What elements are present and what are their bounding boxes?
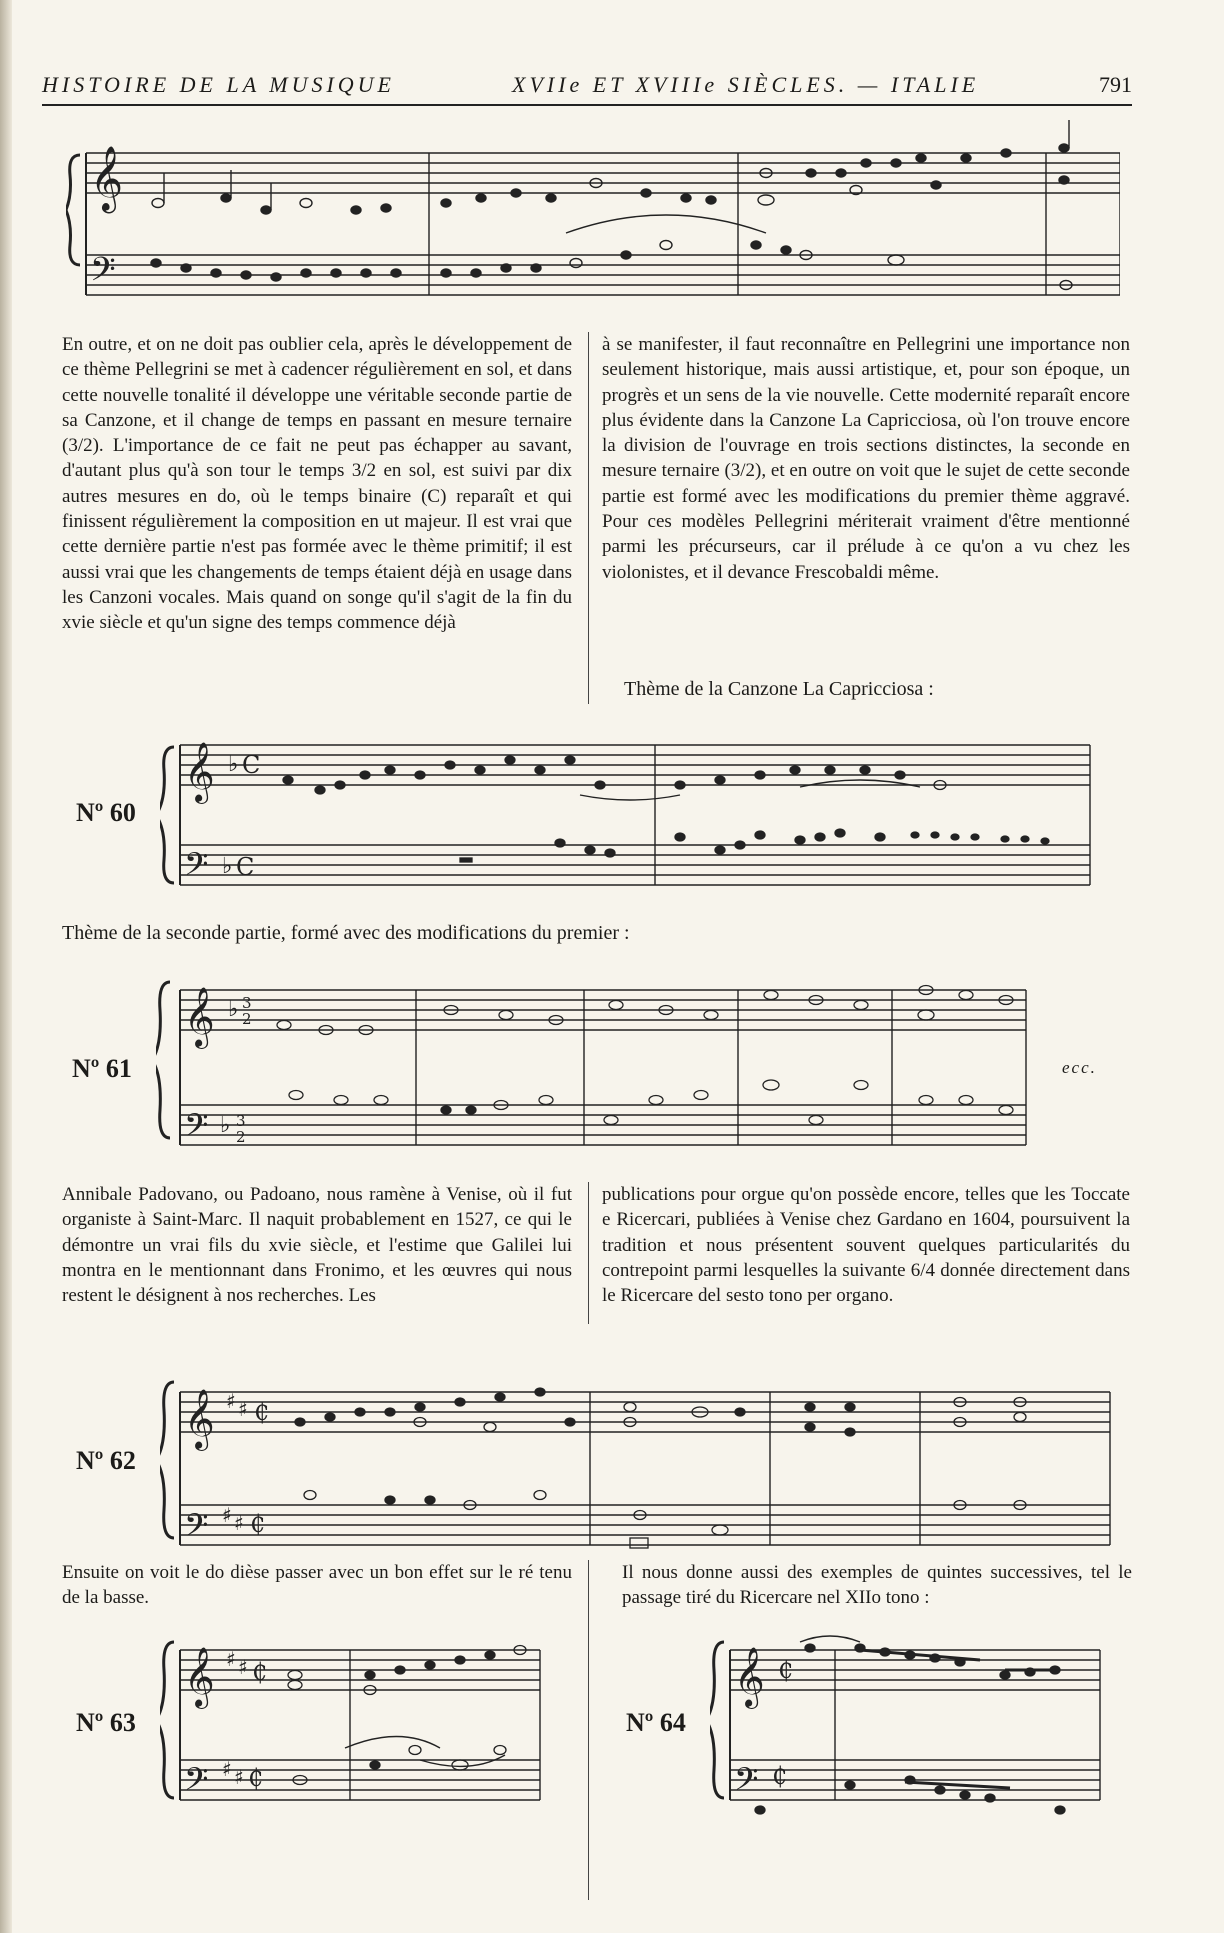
- svg-text:𝄢: 𝄢: [184, 1107, 209, 1151]
- svg-text:₵: ₵: [252, 1658, 268, 1686]
- svg-text:𝄢: 𝄢: [184, 1507, 209, 1551]
- label-ex60: Nº 60: [76, 798, 136, 827]
- paragraph: à se manifester, il faut reconnaître en Pellegrini une importance non seulement historique, mais aussi artistique, et, pour son époque, un progrès et un sens de la vie nouvelle. Cette modernité reparaît encore plus évidente dans la Canzone La Capricciosa, où l'on trouve encore la division de l'ouvrage en trois sections distinctes, la seconde en mesure ternaire (3/2), et en outre on voit que le sujet de cette seconde partie est formé avec les modifications du premier thème aggravé. Pour ces modèles Pellegrini mériterait vraiment d'être mentionné parmi les précurseurs, car il prélude à ce qu'on a vu chez les violonistes, et il devance Frescobaldi même.: [602, 334, 1130, 583]
- label-ex64: Nº 64: [626, 1708, 686, 1737]
- svg-text:3: 3: [236, 1112, 246, 1130]
- text-column-left-1: [62, 332, 572, 636]
- svg-text:𝄢: 𝄢: [90, 251, 116, 297]
- text-column-right-1: [602, 332, 1130, 585]
- paragraph: Ensuite on voit le do dièse passer avec un bon effet sur le ré tenu de la basse.: [62, 1562, 572, 1609]
- text-column-left-3: [62, 1560, 572, 1611]
- svg-text:3: 3: [242, 994, 252, 1012]
- label-ex61: Nº 61: [72, 1054, 132, 1083]
- svg-text:𝄢: 𝄢: [184, 846, 209, 890]
- page-number: 791: [1099, 72, 1132, 97]
- paragraph: Il nous donne aussi des exemples de quintes successives, tel le passage tiré du Ricercare nel XIIo tono :: [622, 1562, 1132, 1609]
- svg-text:C: C: [236, 853, 255, 881]
- score-top: [66, 115, 1120, 305]
- score-ex60: [160, 725, 1120, 905]
- paragraph: En outre, et on ne doit pas oublier cela, après le développement de ce thème Pellegrini se met à cadencer régulièrement en sol, et dans cette nouvelle tonalité il développe une véritable seconde partie de sa Canzone, et il change de temps en passant en mesure ternaire (3/2). L'importance de ce fait ne peut pas échapper au savant, d'autant plus qu'à son tour le temps 3/2 en sol, est suivi par dix autres mesures en do, où le temps binaire (C) reparaît et qui finissent régulièrement la composition en ut majeur. Il est vrai que cette dernière partie n'est pas formée avec le thème primitif; il est aussi vrai que les changements de temps étaient déjà en usage dans les Canzoni vocales. Mais quand on songe qu'il s'agit de la fin du xvie siècle et qu'un signe des temps commence déjà: [62, 334, 572, 634]
- score-ex63: [160, 1620, 560, 1820]
- svg-text:C: C: [242, 751, 261, 779]
- text-column-right-2: [602, 1182, 1130, 1308]
- column-divider-2: [588, 1182, 589, 1324]
- running-header: [42, 70, 1132, 106]
- caption-ex61: Thème de la seconde partie, formé avec des modifications du premier :: [62, 922, 630, 944]
- header-left: HISTOIRE DE LA MUSIQUE: [42, 72, 395, 97]
- column-divider: [588, 332, 589, 704]
- svg-text:♯: ♯: [238, 1397, 248, 1421]
- text-column-right-3: [622, 1560, 1132, 1611]
- score-ex61: [156, 960, 1036, 1160]
- page-edge: [0, 0, 12, 1933]
- svg-text:♯: ♯: [226, 1647, 236, 1671]
- svg-text:𝄞: 𝄞: [184, 1389, 215, 1449]
- svg-text:₵: ₵: [248, 1764, 264, 1792]
- svg-text:♯: ♯: [234, 1511, 244, 1535]
- svg-text:♯: ♯: [222, 1757, 232, 1781]
- svg-text:𝄞: 𝄞: [184, 987, 215, 1047]
- paragraph: publications pour orgue qu'on possède encore, telles que les Toccate e Ricercari, publiées à Venise chez Gardano en 1604, poursuivent la tradition et nous présentent souvent quelques particularités du contrepoint parmi lesquelles la suivante 6/4 donnée directement dans le Ricercare del sesto tono per organo.: [602, 1184, 1130, 1307]
- caption-ex60: Thème de la Canzone La Capricciosa :: [624, 678, 934, 700]
- paragraph: Annibale Padovano, ou Padoano, nous ramène à Venise, où il fut organiste à Saint-Marc. Il naquit probablement en 1527, ce qui le démontre un vrai fils du xvie siècle, et l'estime que Galilei lui montra en le mentionnant dans Fronimo, et les œuvres qui nous restent le désignent à nos recherches. Les: [62, 1184, 572, 1307]
- column-divider-3: [588, 1560, 589, 1900]
- svg-text:♭: ♭: [228, 752, 239, 777]
- svg-text:𝄞: 𝄞: [90, 146, 124, 211]
- label-ex63: Nº 63: [76, 1708, 136, 1737]
- svg-text:♯: ♯: [226, 1389, 236, 1413]
- ecc-mark: ecc.: [1062, 1058, 1097, 1077]
- header-center: XVIIe ET XVIIIe SIÈCLES. — ITALIE: [512, 72, 980, 97]
- svg-text:𝄢: 𝄢: [184, 1761, 209, 1805]
- svg-text:2: 2: [242, 1010, 252, 1028]
- svg-text:₵: ₵: [772, 1762, 788, 1790]
- svg-text:₵: ₵: [778, 1656, 794, 1684]
- svg-text:𝄞: 𝄞: [184, 742, 215, 802]
- text-column-left-2: [62, 1182, 572, 1308]
- svg-text:𝄞: 𝄞: [184, 1647, 215, 1707]
- svg-text:♭: ♭: [222, 854, 233, 879]
- svg-text:♭: ♭: [228, 997, 239, 1022]
- svg-text:♯: ♯: [234, 1765, 244, 1789]
- svg-text:♭: ♭: [220, 1113, 231, 1138]
- svg-text:𝄞: 𝄞: [734, 1647, 765, 1707]
- svg-text:2: 2: [236, 1128, 246, 1146]
- label-ex62: Nº 62: [76, 1446, 136, 1475]
- score-ex64: [710, 1620, 1120, 1820]
- svg-text:₵: ₵: [250, 1510, 266, 1538]
- svg-text:♯: ♯: [222, 1503, 232, 1527]
- svg-text:₵: ₵: [254, 1398, 270, 1426]
- svg-text:♯: ♯: [238, 1655, 248, 1679]
- svg-text:𝄢: 𝄢: [734, 1761, 759, 1805]
- score-ex62: [160, 1360, 1120, 1560]
